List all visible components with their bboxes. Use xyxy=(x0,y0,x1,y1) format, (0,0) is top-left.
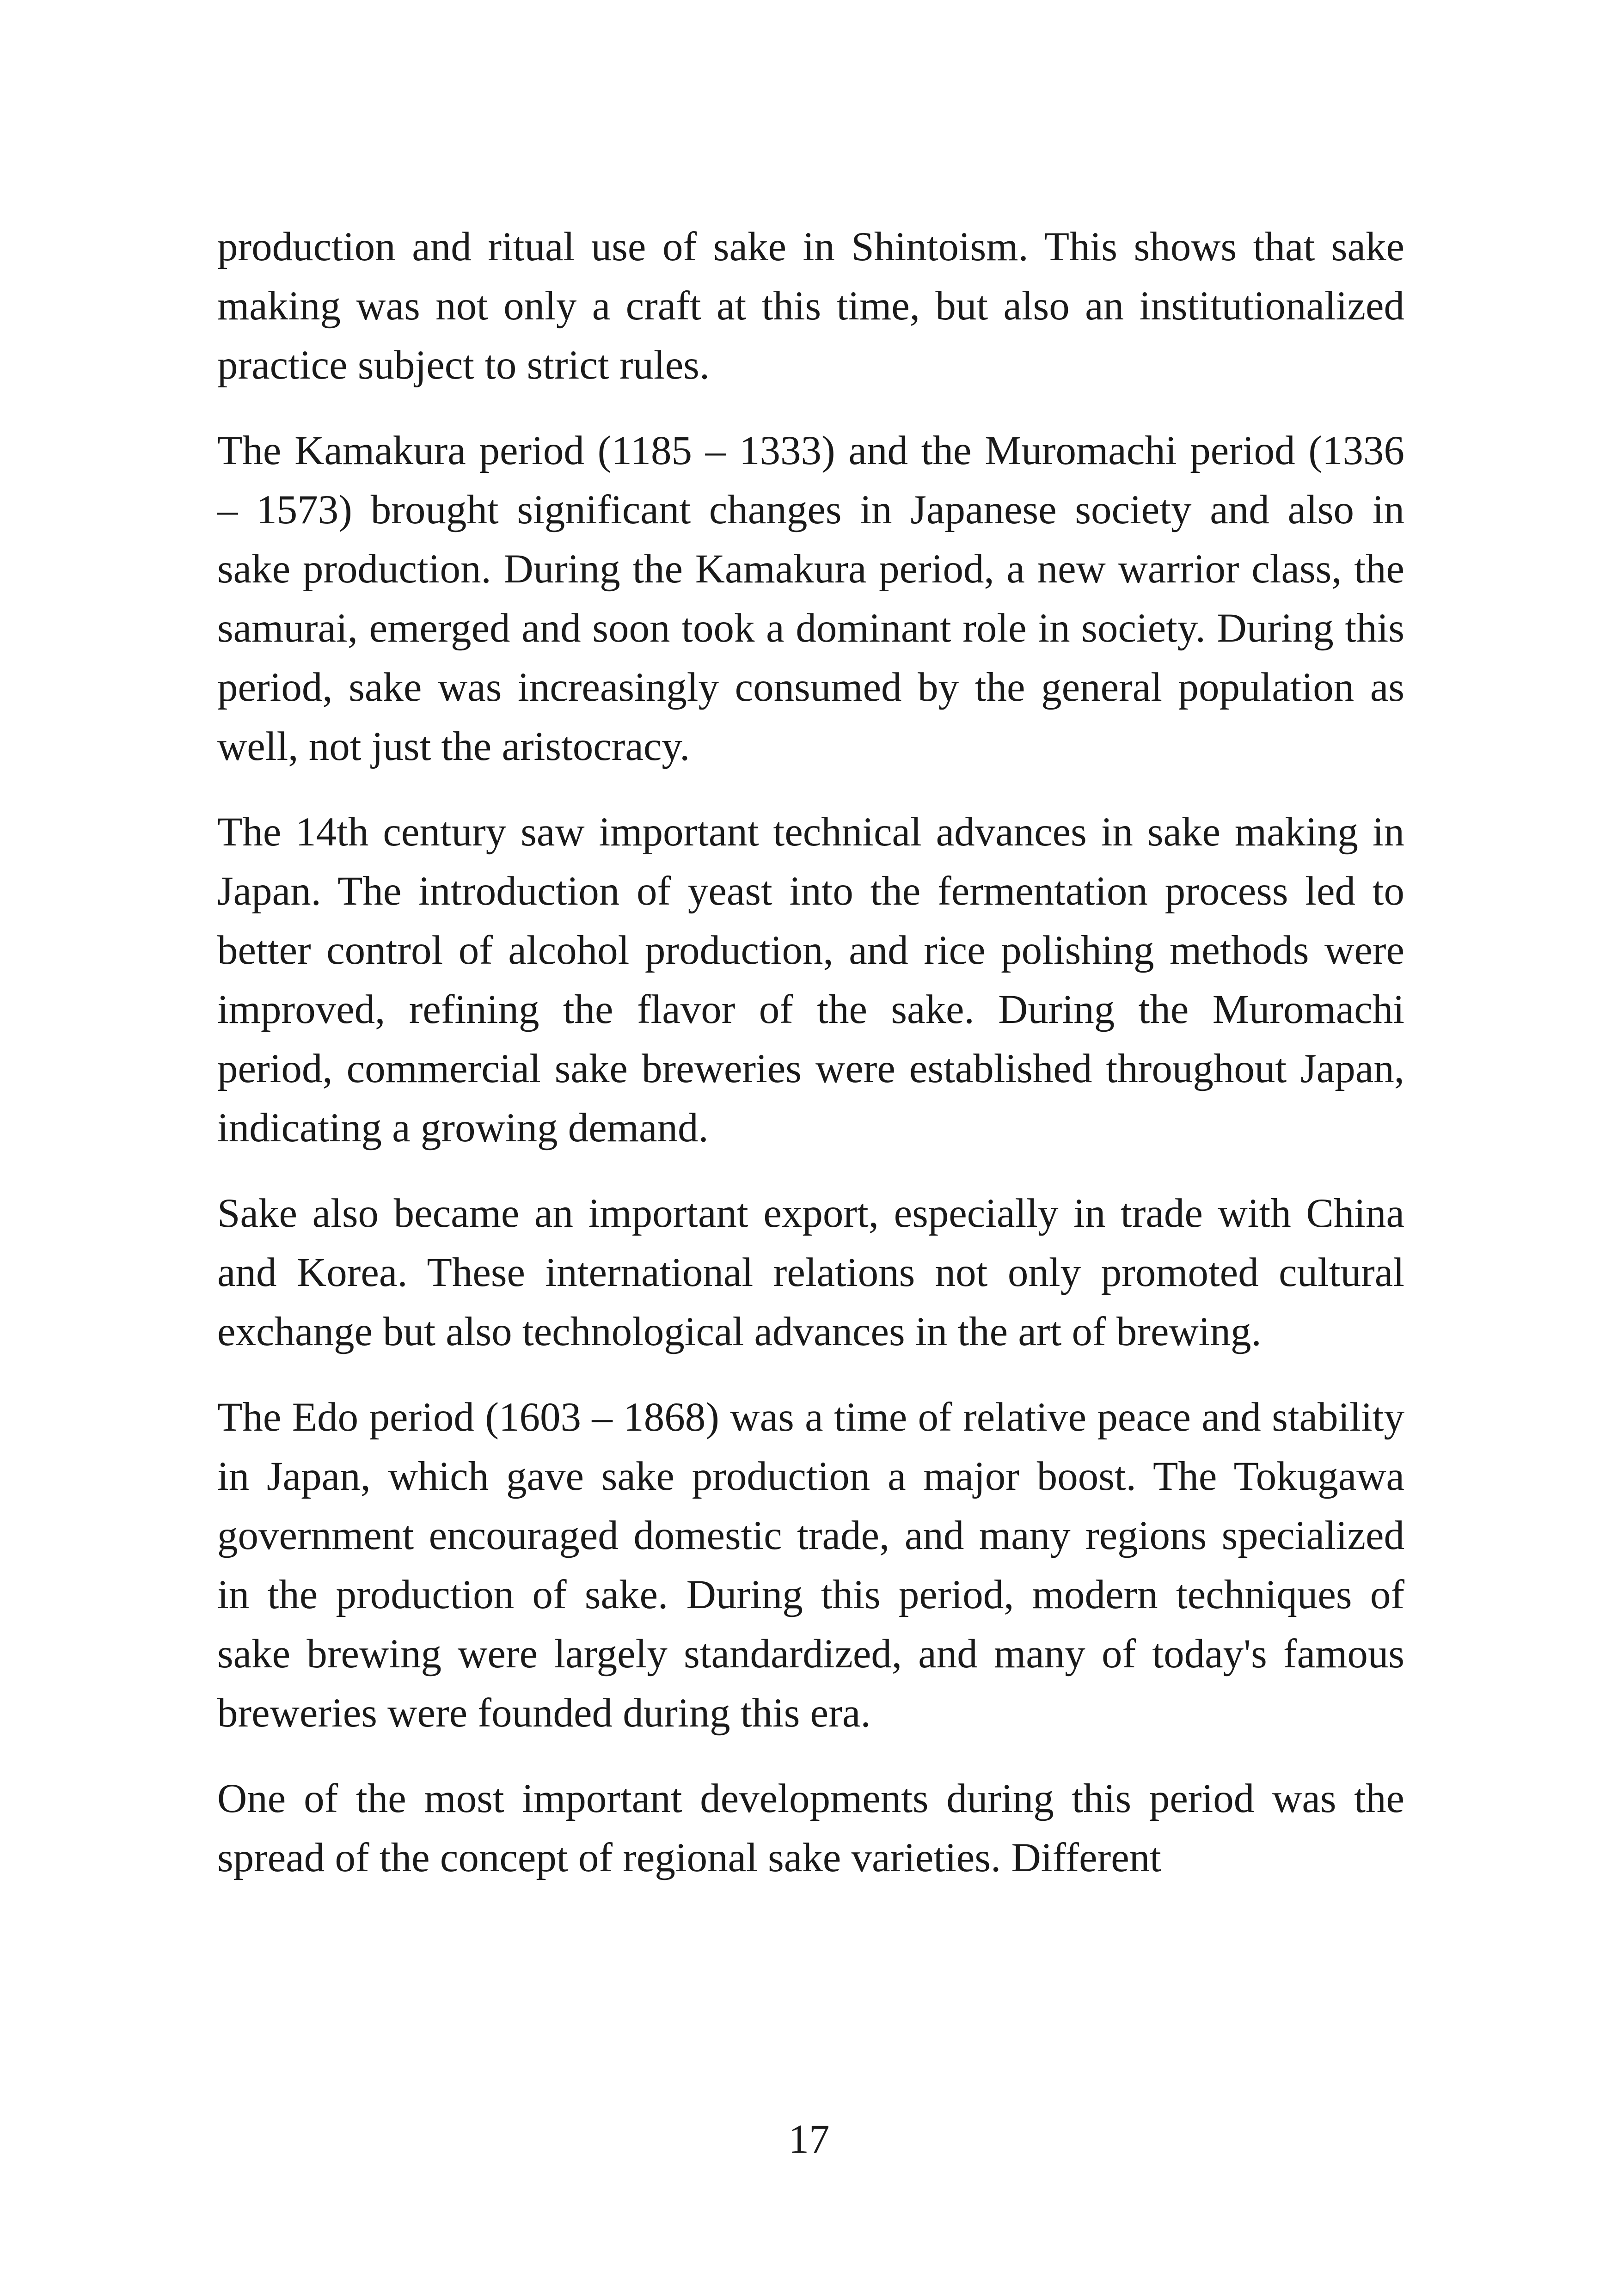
paragraph-3: The 14th century saw important technical advances in sake making in Japan. The introduction of yeast into the fermentation process led to better control of alcohol production, and rice polishing methods were improved, refining the flavor of the sake. During the Muromachi period, commercial sake breweries were established throughout Japan, indicating a growing demand. xyxy=(217,809,1404,1151)
page-number: 17 xyxy=(788,2117,830,2162)
body-text xyxy=(217,217,1404,1887)
paragraph-5: The Edo period (1603 – 1868) was a time of relative peace and stability in Japan, which gave sake production a major boost. The Tokugawa government encouraged domestic trade, and many regions specialized in the production of sake. During this period, modern techniques of sake brewing were largely standardized, and many of today's famous breweries were founded during this era. xyxy=(217,1395,1404,1736)
paragraph-4: Sake also became an important export, especially in trade with China and Korea. These international relations not only promoted cultural exchange but also technological advances in the art of brewing. xyxy=(217,1191,1404,1354)
paragraph-6: One of the most important developments during this period was the spread of the concept of regional sake varieties. Different xyxy=(217,1776,1404,1880)
paragraph-2: The Kamakura period (1185 – 1333) and the Muromachi period (1336 – 1573) brought significant changes in Japanese society and also in sake production. During the Kamakura period, a new warrior class, the samurai, emerged and soon took a dominant role in society. During this period, sake was increasingly consumed by the general population as well, not just the aristocracy. xyxy=(217,428,1404,769)
paragraph-1: production and ritual use of sake in Shintoism. This shows that sake making was not only a craft at this time, but also an institutionalized practice subject to strict rules. xyxy=(217,224,1404,388)
